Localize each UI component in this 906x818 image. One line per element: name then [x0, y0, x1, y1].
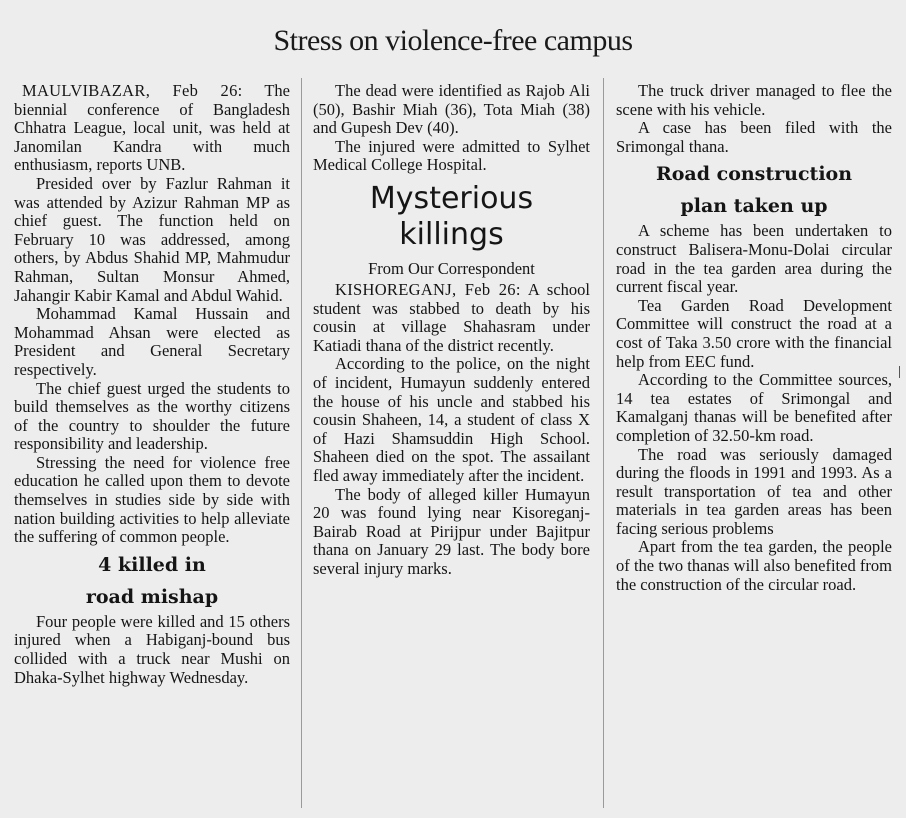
- dateline: MAULVIBAZAR, Feb 26:: [22, 81, 243, 100]
- headline: Stress on violence-free campus: [273, 24, 633, 57]
- column-rule: [603, 78, 604, 808]
- heading-line: Mysterious: [369, 180, 534, 216]
- story-text: Four people were killed and 15 others injured when a Habiganj-bound bus collided with a truck near Mushi on Dhaka-Sylhet highway Wednesday.: [14, 611, 290, 687]
- byline: From Our Correspondent: [368, 258, 535, 278]
- story-paragraph: The road was seriously damaged during the floods in 1991 and 1993. As a result transportation of tea and other materials in tea garden areas has been facing serious problems: [616, 444, 892, 538]
- column-3: [616, 82, 892, 594]
- story-paragraph: Mohammad Kamal Hussain and Mohammad Ahsan were elected as President and General Secretary respectively.: [14, 304, 290, 379]
- story-paragraph: The body of alleged killer Humayun 20 was found lying near Kisoreganj-Bairab Road at Pirijpur under Bajitpur thana on January 29 last. The body bore several injury marks.: [313, 484, 590, 578]
- subheading-line: Road construction: [655, 163, 853, 186]
- story-text: A school student was stabbed to death by his cousin at village Shahasram under Katiadi thana of the district recently.: [313, 279, 590, 355]
- story-paragraph: [14, 82, 290, 175]
- story-text: The biennial conference of Bangladesh Chhatra League, local unit, was held at Janomilan Kandra with much enthusiasm, reports UNB.: [14, 81, 290, 175]
- column-1: [14, 82, 290, 687]
- story-paragraph: Stressing the need for violence free education he called upon them to devote themselves in studies side by side with nation building activities to help alleviate the suffering of common people.: [14, 452, 290, 547]
- subheading-line: road mishap: [85, 585, 219, 608]
- story-paragraph: [14, 613, 290, 687]
- story-paragraph: According to the police, on the night of incident, Humayun suddenly entered the house of his uncle and stabbed his cousin Shaheen, 14, a student of class X of Hazi Shamsuddin High School. Shaheen died on the spot. The assailant fled away immediately after the incident.: [313, 354, 590, 485]
- heading-line: killings: [399, 216, 504, 252]
- section-heading: [313, 181, 590, 253]
- column-2: [313, 82, 590, 578]
- story-paragraph: The truck driver managed to flee the scene with his vehicle.: [616, 81, 892, 119]
- story-paragraph: The chief guest urged the students to build themselves as the worthy citizens of the country to shoulder the future responsibility and leadership.: [14, 378, 290, 454]
- story-paragraph: Apart from the tea garden, the people of the two thanas will also benefited from the construction of the circular road.: [616, 537, 892, 594]
- story-paragraph: Presided over by Fazlur Rahman it was attended by Azizur Rahman MP as chief guest. The function held on February 10 was addressed, among others, by Abdus Shahid MP, Mahmudur Rahman, Sultan Monsur Ahmed, Jahangir Kabir Kamal and Abdul Wahid.: [14, 173, 290, 305]
- story-paragraph: [313, 281, 590, 355]
- story-paragraph: A case has been filed with the Srimongal thana.: [616, 118, 892, 156]
- column-rule: [301, 78, 302, 808]
- story-paragraph: Tea Garden Road Development Committee will construct the road at a cost of Taka 3.50 crore with the financial help from EEC fund.: [616, 295, 892, 371]
- story-paragraph: The injured were admitted to Sylhet Medical College Hospital.: [313, 136, 590, 175]
- story-paragraph: A scheme has been undertaken to construct Balisera-Monu-Dolai circular road in the tea garden area during the current fiscal year.: [616, 221, 892, 297]
- story-paragraph: According to the Committee sources, 14 tea estates of Srimongal and Kamalganj thanas will be benefited after completion of 32.50-km road.: [616, 370, 892, 445]
- dateline: KISHOREGANJ, Feb 26:: [335, 279, 521, 299]
- subheading-line: 4 killed in: [98, 553, 206, 576]
- subheading: [616, 158, 892, 222]
- margin-mark: [899, 366, 900, 378]
- subheading: [14, 549, 290, 613]
- story-paragraph: The dead were identified as Rajob Ali (50), Bashir Miah (36), Tota Miah (38) and Gupesh Dev (40).: [313, 81, 590, 138]
- subheading-line: plan taken up: [680, 195, 828, 218]
